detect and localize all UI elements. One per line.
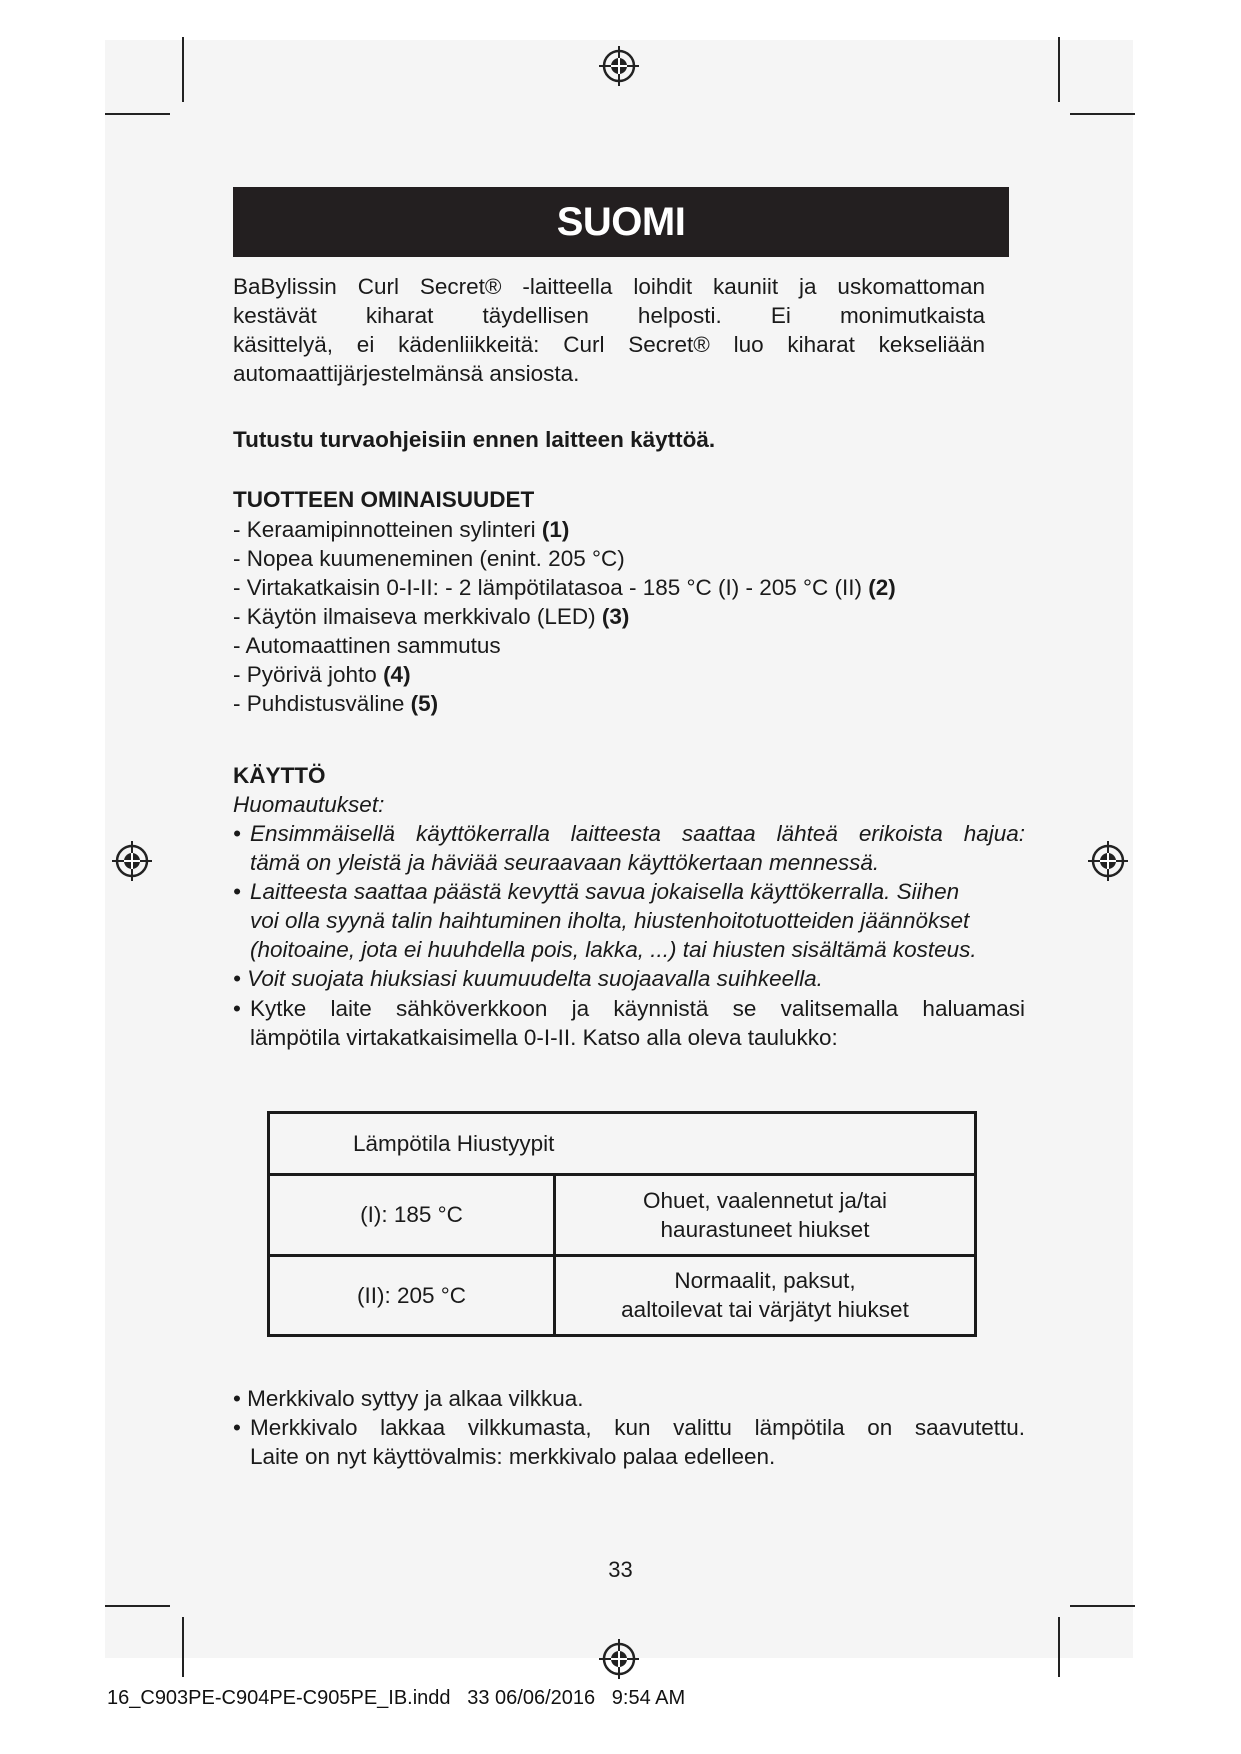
page-title: SUOMI (233, 187, 1009, 257)
intro-line: käsittelyä, ei kädenliikkeitä: Curl Secret® luo kiharat kekseliään (233, 332, 985, 357)
crop-mark (1070, 1605, 1135, 1607)
feature-item (233, 660, 896, 689)
notes-label: Huomautukset: (233, 792, 385, 817)
temperature-table (267, 1111, 977, 1337)
feature-text: - Virtakatkaisin 0-I-II: - 2 lämpötilatasoa - 185 °C (I) - 205 °C (II) (233, 575, 869, 600)
table-header: Lämpötila Hiustyypit (269, 1113, 976, 1175)
table-row (269, 1175, 976, 1255)
feature-ref: (3) (601, 604, 630, 629)
registration-mark-icon (110, 839, 154, 883)
feature-text: - Käytön ilmaiseva merkkivalo (LED) (233, 604, 602, 629)
temperature-cell: (II): 205 °C (269, 1255, 555, 1335)
safety-note: Tutustu turvaohjeisiin ennen laitteen käyttöä. (233, 427, 716, 452)
crop-mark (1058, 1617, 1060, 1677)
usage-section (233, 761, 1025, 1052)
bullet: • (233, 879, 241, 904)
feature-item (233, 573, 896, 602)
registration-mark-icon (597, 44, 641, 88)
step-line: lämpötila virtakatkaisimella 0-I-II. Katso alla oleva taulukko: (250, 1025, 838, 1050)
hair-type-line: Normaalit, paksut, (674, 1268, 856, 1294)
hair-type-line: Ohuet, vaalennetut ja/tai (643, 1187, 887, 1213)
crop-mark (105, 1605, 170, 1607)
feature-ref: (5) (410, 691, 439, 716)
hair-type-cell (555, 1175, 976, 1255)
bullet: • (233, 1386, 241, 1411)
note-item (233, 819, 1025, 877)
feature-ref: (4) (383, 662, 411, 687)
bullet: • (233, 996, 241, 1021)
bullet: • (233, 1415, 241, 1440)
step-item (233, 994, 1025, 1052)
feature-item (233, 515, 896, 544)
note-line: voi olla syynä talin haihtuminen iholta, hiustenhoitotuotteiden jäännökset (250, 908, 970, 933)
temperature-cell: (I): 185 °C (269, 1175, 555, 1255)
note-line: Voit suojata hiuksiasi kuumuudelta suojaavalla suihkeella. (247, 966, 823, 991)
feature-item (233, 602, 896, 631)
table-header-row (269, 1113, 976, 1175)
step-line: Merkkivalo syttyy ja alkaa vilkkua. (247, 1386, 584, 1411)
feature-ref: (2) (868, 575, 896, 600)
step-line: Kytke laite sähköverkkoon ja käynnistä se valitsemalla haluamasi (250, 996, 1025, 1021)
bullet: • (233, 821, 241, 846)
crop-mark (1070, 113, 1135, 115)
feature-item (233, 689, 896, 718)
crop-mark (182, 37, 184, 102)
note-item (233, 964, 1025, 993)
hair-type-cell (555, 1255, 976, 1335)
hair-type-line: aaltoilevat tai värjätyt hiukset (621, 1297, 909, 1323)
feature-text: - Automaattinen sammutus (233, 633, 501, 658)
feature-text: - Nopea kuumeneminen (enint. 205 °C) (233, 546, 625, 571)
feature-ref: (1) (541, 517, 570, 542)
crop-mark (182, 1617, 184, 1677)
bullet: • (233, 966, 241, 991)
registration-mark-icon (597, 1637, 641, 1681)
intro-paragraph (233, 272, 985, 388)
hair-type-line: haurastuneet hiukset (660, 1216, 870, 1242)
feature-text: - Puhdistusväline (233, 691, 411, 716)
intro-line: BaBylissin Curl Secret® -laitteella loihdit kauniit ja uskomattoman (233, 274, 985, 299)
note-line: Laitteesta saattaa päästä kevyttä savua jokaisella käyttökerralla. Siihen (250, 879, 960, 904)
note-item (233, 877, 1025, 964)
feature-item (233, 544, 896, 573)
features-list (233, 515, 896, 718)
feature-item (233, 631, 896, 660)
print-slug: 16_C903PE-C904PE-C905PE_IB.indd 33 06/06/2016 9:54 AM (107, 1687, 686, 1709)
crop-mark (105, 113, 170, 115)
page-number: 33 (608, 1557, 633, 1582)
registration-mark-icon (1086, 839, 1130, 883)
features-section (233, 485, 896, 718)
features-heading: TUOTTEEN OMINAISUUDET (233, 487, 535, 512)
after-table-steps (233, 1384, 1025, 1471)
note-line: tämä on yleistä ja häviää seuraavaan käyttökertaan mennessä. (250, 850, 880, 875)
usage-heading: KÄYTTÖ (233, 763, 326, 788)
feature-text: - Keraamipinnotteinen sylinteri (233, 517, 542, 542)
step-line: Merkkivalo lakkaa vilkkumasta, kun valittu lämpötila on saavutettu. (250, 1415, 1025, 1440)
crop-mark (1058, 37, 1060, 102)
note-line: (hoitoaine, jota ei huuhdella pois, lakka, ...) tai hiusten sisältämä kosteus. (250, 937, 977, 962)
table-row (269, 1255, 976, 1335)
step-item (233, 1413, 1025, 1471)
step-item (233, 1384, 1025, 1413)
feature-text: - Pyörivä johto (233, 662, 384, 687)
step-line: Laite on nyt käyttövalmis: merkkivalo palaa edelleen. (250, 1444, 776, 1469)
intro-line: automaattijärjestelmänsä ansiosta. (233, 361, 580, 386)
note-line: Ensimmäisellä käyttökerralla laitteesta saattaa lähteä erikoista hajua: (250, 821, 1025, 846)
intro-line: kestävät kiharat täydellisen helposti. Ei monimutkaista (233, 303, 985, 328)
